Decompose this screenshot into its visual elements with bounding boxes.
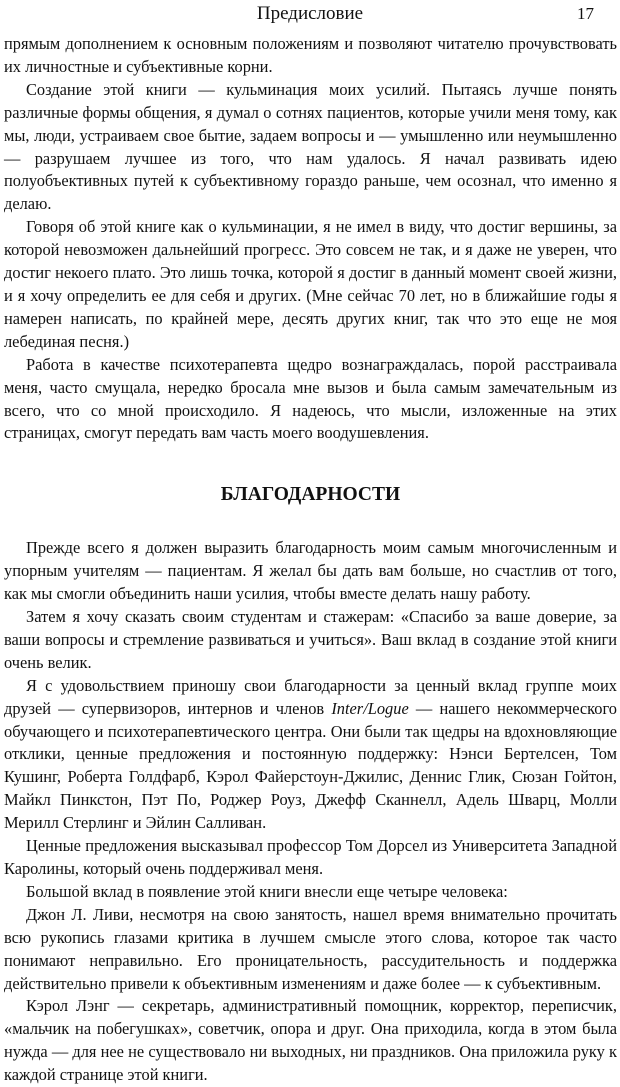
running-header <box>0 2 620 26</box>
page-number: 17 <box>577 4 594 23</box>
paragraph-thanks-dorsel: Ценные предложения высказывал профессор Том Дорсел из Университета Западной Каролины, который очень поддерживал меня. <box>4 836 617 878</box>
friends-text-after: — нашего некоммерческого обучающего и психотерапевтического центра. Они были так щедры на вдохновляющие отклики, ценные предложения и постоянную поддержку: Нэнси Бертелсен, Том Кушинг, Роберта Голдфарб, Кэрол Файерстоун-Джилис, Деннис Глик, Сюзан Гойтон, Майкл Пинкстон, Пэт По, Роджер Роуз, Джефф Сканнелл, Адель Шварц, Молли Мерилл Стерлинг и Эйлин Салливан. <box>4 698 617 833</box>
section-heading-acknowledgments: БЛАГОДАРНОСТИ <box>220 484 401 506</box>
organization-name: Inter/Logue <box>331 698 409 718</box>
friends-text-before: Я с удовольствием приношу свои благодарности за ценный вклад группе моих друзей — супервизоров, интернов и членов <box>4 675 617 718</box>
paragraph-psychotherapist-work: Работа в качестве психотерапевта щедро вознаграждалась, порой расстраивала меня, часто смущала, нередко бросала мне вызов и была самым замечательным из всего, что со мной происходило. Я надеюсь, что мысли, изложенные на этих страницах, смогут передать вам часть моего воодушевления. <box>4 354 617 443</box>
paragraph-plateau: Говоря об этой книге как о кульминации, я не имел в виду, что достиг вершины, за которой невозможен дальнейший прогресс. Это совсем не так, и я даже не уверен, что достиг некоего плато. Это лишь точка, которой я достиг в данный момент своей жизни, и я хочу определить ее для себя и других. (Мне сейчас 70 лет, но в ближайшие годы я намерен написать, по крайней мере, десять других книг, так что это еще не моя лебединая песня.) <box>4 217 617 351</box>
paragraph-thanks-patients: Прежде всего я должен выразить благодарность моим самым многочисленным и упорным учителям — пациентам. Я желал бы дать вам больше, но счастлив от того, как мы смогли объединить наши усилия, чтобы вместе делать нашу работу. <box>4 538 617 604</box>
running-title: Предисловие <box>256 3 364 24</box>
paragraph-continuation: прямым дополнением к основным положениям и позволяют читателю прочувствовать их личностные и субъективные корни. <box>4 34 617 76</box>
paragraph-thanks-friends <box>4 675 617 835</box>
paragraph-thanks-levy: Джон Л. Ливи, несмотря на свою занятость, нашел время внимательно прочитать всю рукопись глазами критика в лучшем смысле этого слова, которое так часто понимают неправильно. Его проницательность, рассудительность и поддержка действительно привели к объективным изменениям и даже более — к субъективным. <box>4 904 617 993</box>
paragraph-thanks-students: Затем я хочу сказать своим студентам и стажерам: «Спасибо за ваше доверие, за ваши вопросы и стремление развиваться и учиться». Ваш вклад в создание этой книги очень велик. <box>4 607 617 672</box>
paragraph-culmination: Создание этой книги — кульминация моих усилий. Пытаясь лучше понять различные формы общения, я думал о сотнях пациентов, которые учили меня тому, как мы, люди, устраиваем свое бытие, задаем вопросы и — умышленно или неумышленно — разрушаем лучшее из того, что нам удалось. Я начал развивать идею полуобъективных путей к субъективному гораздо раньше, чем осознал, что именно я делаю. <box>4 79 617 214</box>
page-body <box>4 33 617 1087</box>
paragraph-thanks-lang: Кэрол Лэнг — секретарь, административный помощник, корректор, переписчик, «мальчик на побегушках», советчик, опора и друг. Она приходила, когда в этом была нужда — для нее не существовало ни выходных, ни праздников. Она приложила руку к каждой странице этой книги. <box>4 996 617 1085</box>
paragraph-four-people: Большой вклад в появление этой книги внесли еще четыре человека: <box>26 881 508 901</box>
